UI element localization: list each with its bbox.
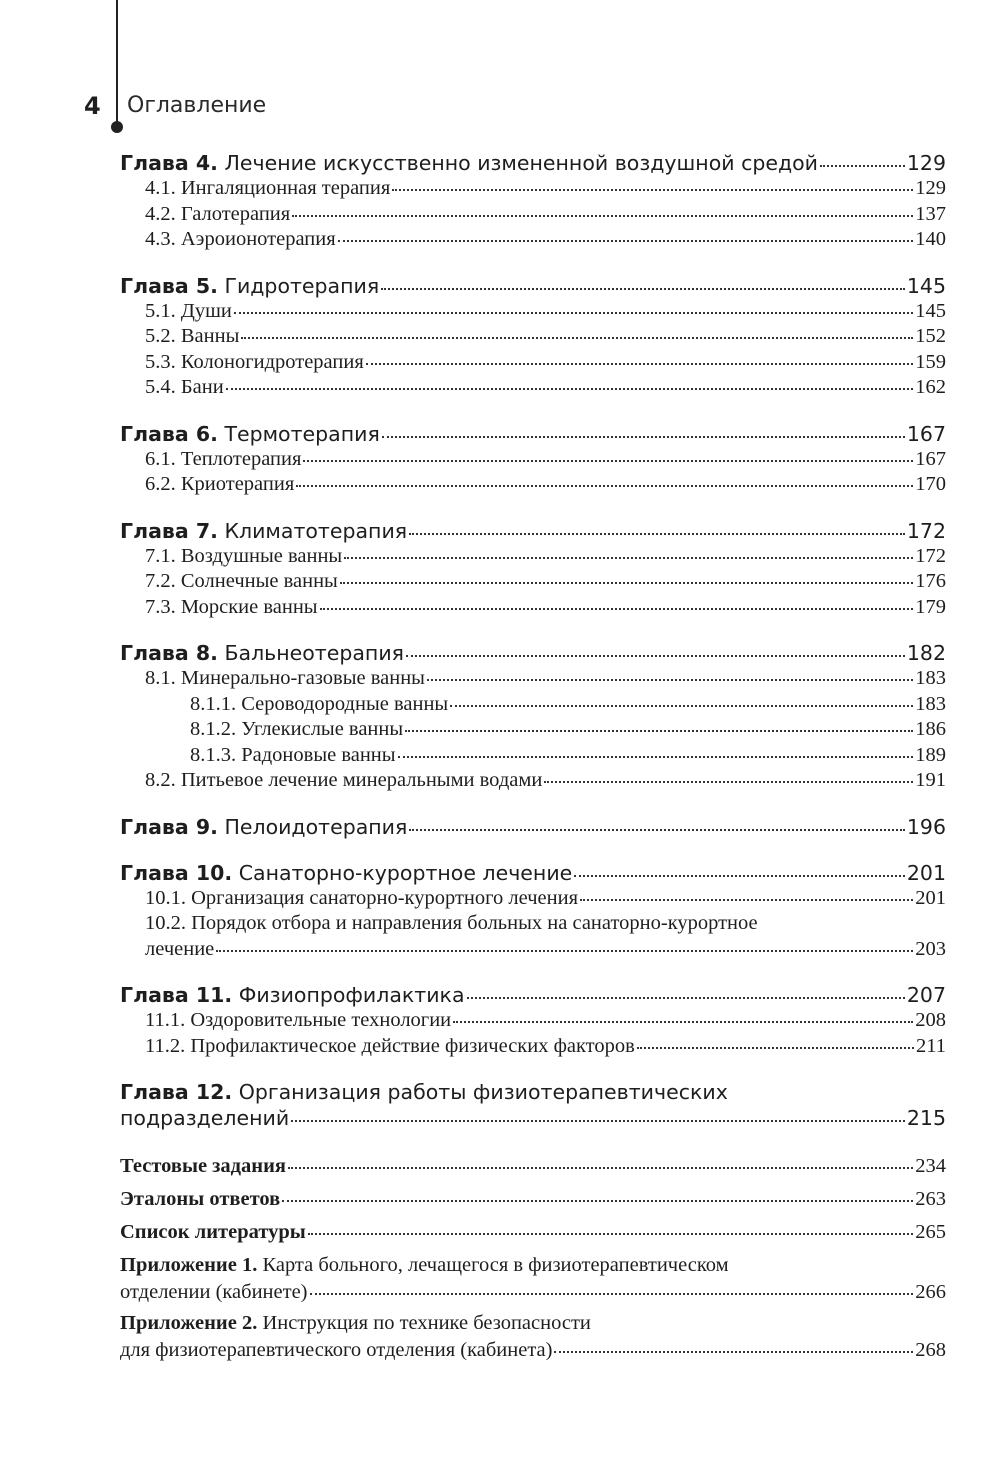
table-of-contents [120, 150, 946, 1364]
page-ref: 263 [915, 1188, 946, 1210]
page-ref: 215 [906, 1106, 946, 1130]
page-number: 4 [84, 92, 101, 120]
dot-leader [427, 679, 913, 681]
entry-title: Список литературы [120, 1221, 306, 1243]
toc-entry-tests[interactable] [120, 1151, 946, 1182]
toc-entry-section-continued[interactable] [120, 937, 946, 963]
chapter-label: Глава 8. [120, 641, 218, 665]
dot-leader [303, 460, 913, 462]
dot-leader [544, 781, 913, 783]
appendix-label: Приложение 2. [120, 1312, 258, 1334]
dot-leader [381, 288, 905, 290]
chapter-10-group [120, 860, 946, 963]
appendix-label: Приложение 1. [120, 1254, 258, 1276]
page-ref: 137 [915, 202, 946, 225]
dot-leader [405, 730, 913, 732]
toc-entry-subsection[interactable] [120, 692, 946, 718]
page-ref: 268 [915, 1339, 946, 1361]
toc-entry-chapter-12-continued[interactable] [120, 1105, 946, 1131]
section-title: 10.2. Порядок отбора и направления больных на санаторно-курортное [145, 912, 758, 934]
toc-entry-references[interactable] [120, 1217, 946, 1248]
chapter-title: Организация работы физиотерапевтических [238, 1080, 728, 1104]
toc-entry-answers[interactable] [120, 1184, 946, 1215]
toc-entry-section[interactable] [120, 375, 946, 401]
chapter-title: Термотерапия [224, 421, 380, 446]
page-ref: 265 [915, 1221, 946, 1243]
toc-entry-chapter-10[interactable] [120, 860, 946, 886]
chapter-title: Лечение искусственно измененной воздушной средой [224, 151, 819, 175]
toc-entry-subsection[interactable] [120, 717, 946, 743]
page-ref: 208 [915, 1009, 946, 1031]
appendix-title: Инструкция по технике безопасности [262, 1312, 591, 1334]
page-ref: 211 [916, 1034, 946, 1057]
dot-leader [310, 1293, 914, 1295]
page-ref: 203 [915, 937, 946, 960]
chapter-7-group [120, 518, 946, 621]
toc-entry-section[interactable] [120, 202, 946, 228]
section-title: 8.1. Минерально-газовые ванны [145, 667, 425, 689]
page-ref: 179 [915, 595, 946, 618]
section-title-continued: лечение [145, 937, 215, 960]
appendix-title-continued: отделении (кабинете) [120, 1281, 308, 1303]
dot-leader [344, 557, 913, 559]
page-ref: 182 [906, 641, 946, 665]
dot-leader [366, 363, 913, 365]
dot-leader [216, 950, 913, 952]
section-title: 5.3. Колоногидротерапия [145, 350, 364, 373]
dot-leader [820, 165, 905, 167]
dot-leader [554, 1351, 913, 1353]
page-ref: 266 [915, 1281, 946, 1303]
section-title: 4.2. Галотерапия [145, 202, 291, 225]
page-ref: 183 [915, 667, 946, 689]
toc-entry-section[interactable] [120, 1034, 946, 1060]
chapter-label: Глава 4. [120, 151, 218, 175]
dot-leader [382, 436, 905, 438]
chapter-title: Гидротерапия [224, 273, 380, 298]
chapter-title: Климатотерапия [224, 518, 408, 543]
dot-leader [574, 875, 905, 877]
dot-leader [282, 1200, 913, 1202]
page-ref: 140 [915, 228, 946, 250]
dot-leader [453, 1021, 913, 1023]
section-title: 10.1. Организация санаторно-курортного лечения [145, 886, 578, 909]
back-matter [120, 1151, 946, 1364]
header-rule [116, 0, 118, 124]
dot-leader [308, 1233, 913, 1235]
toc-entry-appendix-1[interactable] [120, 1252, 946, 1306]
section-title: 4.3. Аэроионотерапия [145, 228, 336, 250]
page-ref: 159 [915, 350, 946, 373]
section-title: 6.2. Криотерапия [145, 473, 295, 495]
dot-leader [292, 215, 913, 217]
section-title: 5.4. Бани [145, 376, 224, 398]
chapter-4-group [120, 150, 946, 253]
toc-entry-chapter-5[interactable] [120, 273, 946, 299]
toc-entry-section[interactable] [120, 176, 946, 202]
toc-entry-section[interactable] [120, 911, 946, 937]
toc-entry-section[interactable] [120, 227, 946, 253]
chapter-12-group [120, 1079, 946, 1131]
dot-leader [338, 240, 914, 242]
toc-entry-appendix-2[interactable] [120, 1310, 946, 1364]
chapter-5-group [120, 273, 946, 401]
dot-leader [234, 312, 913, 314]
page-ref: 145 [906, 273, 946, 298]
chapter-11-group [120, 982, 946, 1059]
page-ref: 186 [915, 718, 946, 740]
toc-entry-section[interactable] [120, 350, 946, 376]
toc-entry-chapter-8[interactable] [120, 640, 946, 666]
toc-entry-section[interactable] [120, 472, 946, 498]
chapter-6-group [120, 421, 946, 498]
page-ref: 201 [915, 886, 946, 909]
toc-entry-chapter-4[interactable] [120, 150, 946, 176]
dot-leader [406, 655, 905, 657]
page-ref: 167 [915, 447, 946, 470]
chapter-9-group [120, 814, 946, 840]
toc-entry-chapter-6[interactable] [120, 421, 946, 447]
toc-entry-section[interactable] [120, 595, 946, 621]
toc-entry-section[interactable] [120, 1008, 946, 1034]
page-ref: 183 [915, 692, 946, 715]
chapter-label: Глава 9. [120, 814, 218, 839]
running-title: Оглавление [127, 93, 267, 118]
dot-leader [291, 1120, 905, 1122]
toc-entry-section[interactable] [120, 768, 946, 794]
chapter-8-group [120, 640, 946, 794]
section-title: 8.1.3. Радоновые ванны [190, 743, 396, 766]
page-ref: 145 [915, 299, 946, 322]
page-ref: 176 [915, 570, 946, 592]
section-title: 7.3. Морские ванны [145, 595, 318, 618]
section-title: 8.2. Питьевое лечение минеральными водами [145, 769, 543, 791]
header-dot [111, 121, 123, 133]
chapter-title: Санаторно-курортное лечение [238, 860, 573, 885]
toc-entry-section[interactable] [120, 324, 946, 350]
toc-entry-section[interactable] [120, 299, 946, 325]
toc-entry-chapter-7[interactable] [120, 518, 946, 544]
page-ref: 189 [915, 743, 946, 766]
page-ref: 191 [915, 769, 946, 791]
dot-leader [392, 189, 913, 191]
dot-leader [241, 337, 913, 339]
page-ref: 234 [915, 1155, 946, 1177]
chapter-title: Бальнеотерапия [224, 641, 404, 665]
toc-entry-section[interactable] [120, 544, 946, 570]
page-ref: 152 [915, 325, 946, 347]
chapter-label: Глава 7. [120, 518, 218, 543]
dot-leader [637, 1047, 914, 1049]
dot-leader [409, 533, 905, 535]
page-ref: 170 [915, 473, 946, 495]
toc-entry-chapter-12[interactable] [120, 1079, 946, 1105]
chapter-label: Глава 11. [120, 983, 233, 1007]
dot-leader [398, 756, 914, 758]
entry-title: Эталоны ответов [120, 1188, 281, 1210]
section-title: 8.1.2. Углекислые ванны [190, 718, 404, 740]
dot-leader [450, 705, 913, 707]
entry-title: Тестовые задания [120, 1155, 287, 1177]
page-ref: 162 [915, 376, 946, 398]
dot-leader [467, 997, 905, 999]
section-title: 5.2. Ванны [145, 325, 240, 347]
dot-leader [296, 485, 913, 487]
appendix-title: Карта больного, лечащегося в физиотерапевтическом [262, 1254, 729, 1276]
page-ref: 201 [906, 860, 946, 885]
page-ref: 129 [906, 151, 946, 175]
toc-entry-chapter-11[interactable] [120, 982, 946, 1008]
chapter-label: Глава 6. [120, 421, 218, 446]
page-ref: 167 [906, 421, 946, 446]
dot-leader [340, 582, 913, 584]
dot-leader [409, 829, 905, 831]
section-title: 8.1.1. Сероводородные ванны [190, 692, 449, 715]
toc-entry-section[interactable] [120, 886, 946, 912]
section-title: 6.1. Теплотерапия [145, 447, 302, 470]
toc-entry-chapter-9[interactable] [120, 814, 946, 840]
chapter-title: Физиопрофилактика [238, 983, 465, 1007]
toc-entry-section[interactable] [120, 569, 946, 595]
chapter-title: Пелоидотерапия [224, 814, 408, 839]
chapter-label: Глава 10. [120, 860, 233, 885]
section-title: 11.2. Профилактическое действие физических факторов [145, 1034, 635, 1057]
section-title: 5.1. Души [145, 299, 232, 322]
chapter-title-continued: подразделений [120, 1106, 290, 1130]
page-ref: 172 [906, 518, 946, 543]
toc-entry-subsection[interactable] [120, 743, 946, 769]
page-ref: 129 [915, 177, 946, 199]
section-title: 4.1. Ингаляционная терапия [145, 177, 391, 199]
page-ref: 172 [915, 544, 946, 567]
chapter-label: Глава 12. [120, 1080, 233, 1104]
dot-leader [288, 1167, 913, 1169]
toc-entry-section[interactable] [120, 447, 946, 473]
page-ref: 196 [906, 814, 946, 839]
section-title: 7.2. Солнечные ванны [145, 570, 338, 592]
page-ref: 207 [906, 983, 946, 1007]
appendix-title-continued: для физиотерапевтического отделения (кабинета) [120, 1339, 553, 1361]
dot-leader [226, 388, 914, 390]
dot-leader [320, 608, 914, 610]
chapter-label: Глава 5. [120, 273, 218, 298]
dot-leader [580, 899, 913, 901]
section-title: 7.1. Воздушные ванны [145, 544, 343, 567]
section-title: 11.1. Оздоровительные технологии [145, 1009, 452, 1031]
toc-entry-section[interactable] [120, 666, 946, 692]
